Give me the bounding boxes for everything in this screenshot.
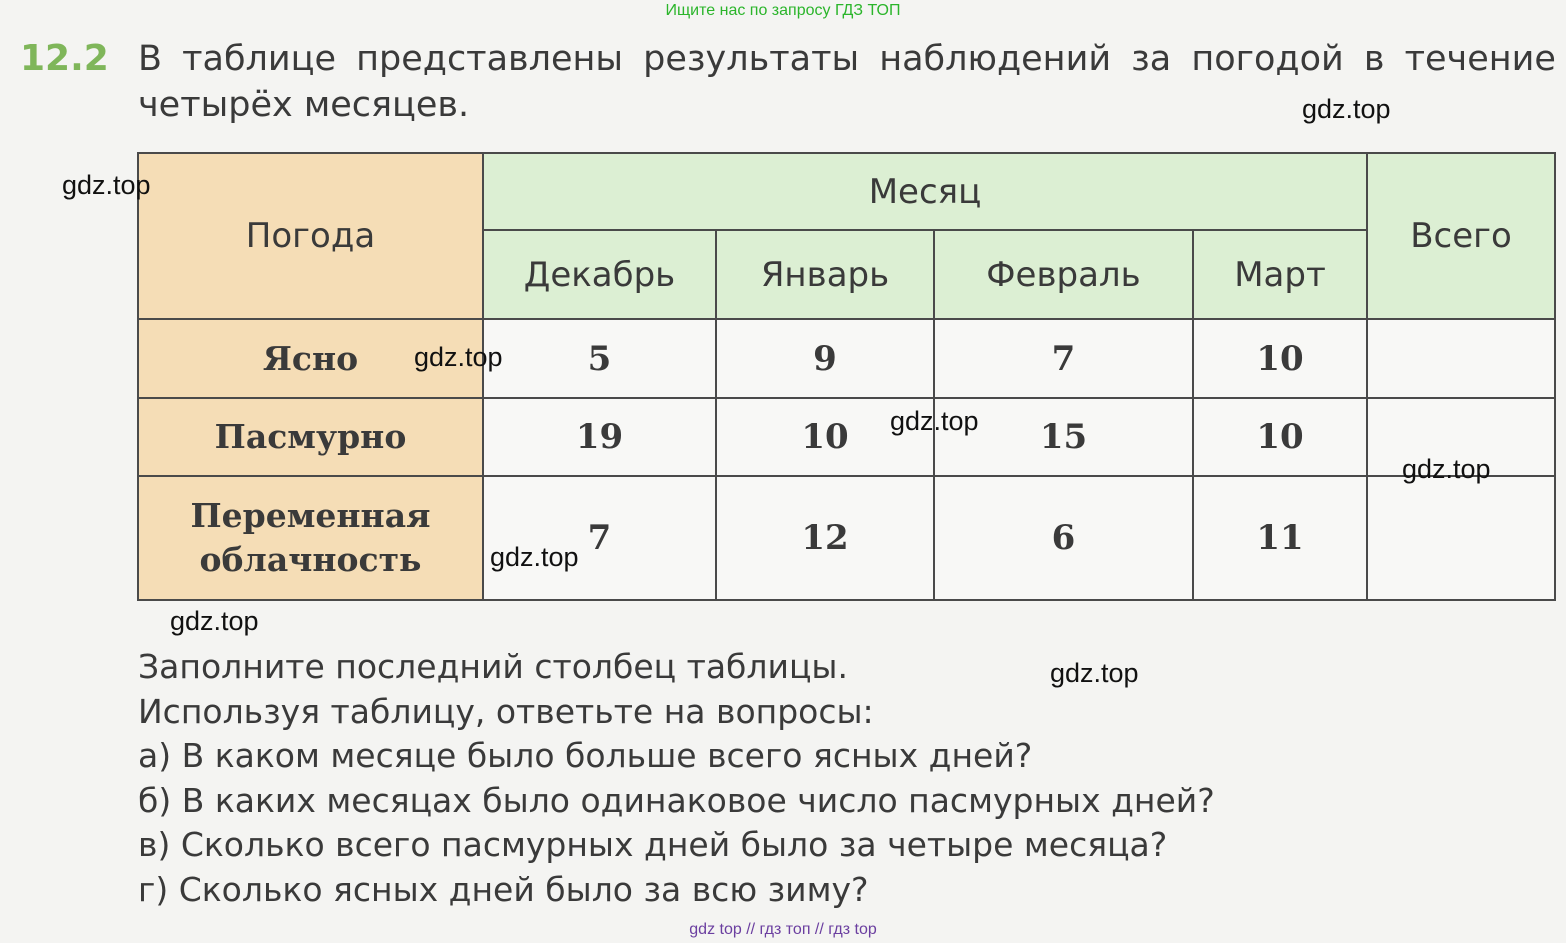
exercise-number: 12.2 [20, 38, 109, 79]
intro-word: результаты [643, 39, 860, 79]
cell-value: 7 [934, 319, 1193, 398]
weather-table [137, 152, 1556, 601]
cell-value: 11 [1193, 476, 1367, 600]
intro-word: наблюдений [879, 39, 1112, 79]
cell-value: 12 [716, 476, 934, 600]
cell-value: 15 [934, 398, 1193, 476]
cell-value: 9 [716, 319, 934, 398]
intro-word: В [138, 39, 163, 79]
watermark: gdz.top [414, 342, 503, 372]
question-b: б) В каких месяцах было одинаковое число пасмурных дней? [138, 780, 1215, 820]
watermark: gdz.top [1050, 658, 1139, 688]
intro-word: за [1131, 39, 1172, 79]
cell-value: 7 [483, 476, 716, 600]
footer: gdz top // гдз топ // гдз top [689, 921, 877, 938]
intro-word: представлены [356, 39, 624, 79]
watermark: gdz.top [62, 170, 151, 200]
header-total: Всего [1367, 153, 1555, 319]
header-january: Январь [716, 230, 934, 319]
row-label-line: облачность [199, 540, 422, 579]
header-march: Март [1193, 230, 1367, 319]
header-weather: Погода [138, 153, 483, 319]
row-label-line: Переменная [190, 496, 431, 535]
row-label-clear: Ясно [138, 319, 483, 398]
cell-value: 10 [1193, 398, 1367, 476]
question-a: а) В каком месяце было больше всего ясных дней? [138, 736, 1033, 775]
cell-value: 10 [1193, 319, 1367, 398]
cell-value: 6 [934, 476, 1193, 600]
intro-word: течение [1404, 39, 1556, 79]
header-december: Декабрь [483, 230, 716, 319]
row-label-cloudy: Пасмурно [138, 398, 483, 476]
header-february: Февраль [934, 230, 1193, 319]
total-cell-empty[interactable] [1367, 319, 1555, 398]
top-banner: Ищите нас по запросу ГДЗ ТОП [665, 2, 901, 19]
cell-value: 10 [716, 398, 934, 476]
watermark: gdz.top [1402, 454, 1491, 484]
total-cell-empty[interactable] [1367, 476, 1555, 600]
intro-word: таблице [182, 39, 337, 79]
intro-line-2: четырёх месяцев. [138, 85, 470, 125]
intro-word: погодой [1191, 39, 1344, 79]
question-d: г) Сколько ясных дней было за всю зиму? [138, 869, 869, 909]
watermark: gdz.top [490, 542, 579, 572]
intro-word: в [1363, 39, 1385, 79]
table-row [138, 476, 1555, 600]
intro-line-1 [138, 36, 1556, 82]
cell-value: 5 [483, 319, 716, 398]
instruction-fill: Заполните последний столбец таблицы. [138, 647, 848, 686]
table-row [138, 398, 1555, 476]
cell-value: 19 [483, 398, 716, 476]
row-label-partly-cloudy [138, 476, 483, 600]
table-row [138, 319, 1555, 398]
instruction-answer: Используя таблицу, ответьте на вопросы: [138, 691, 874, 731]
watermark: gdz.top [890, 406, 979, 436]
question-c: в) Сколько всего пасмурных дней было за четыре месяца? [138, 825, 1168, 864]
watermark: gdz.top [170, 606, 259, 636]
watermark: gdz.top [1302, 94, 1391, 124]
header-month: Месяц [483, 153, 1367, 230]
